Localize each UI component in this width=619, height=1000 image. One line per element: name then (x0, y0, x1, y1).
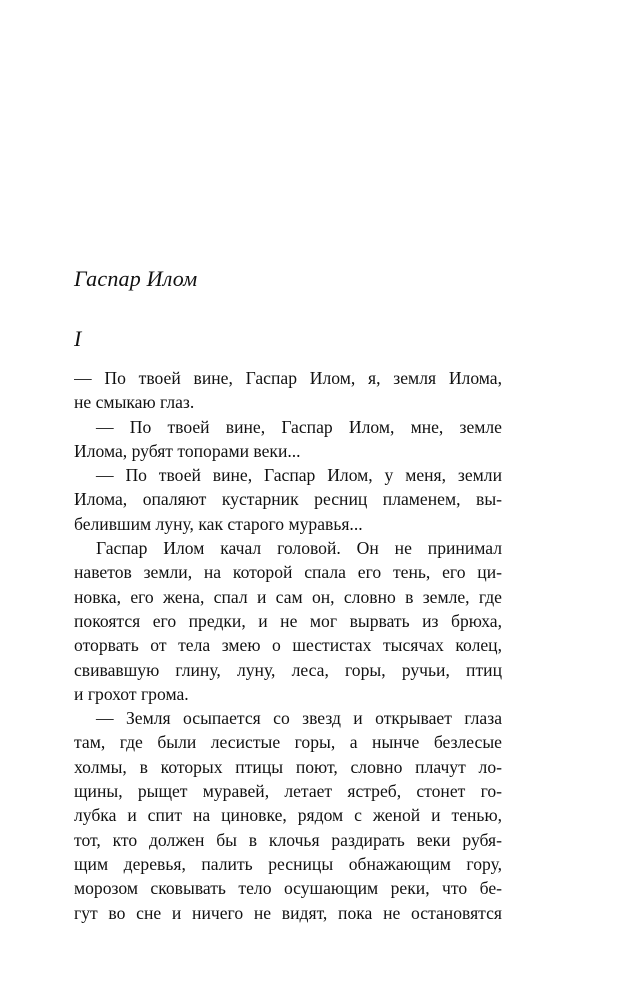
text-line: холмы, в которых птицы поют, словно плачут ло- (74, 756, 502, 777)
text-line: белившим луну, как старого муравья... (74, 513, 363, 534)
text-line: тот, кто должен бы в клочья раздирать веки рубя- (74, 829, 502, 850)
text-line: Илома, рубят топорами веки... (74, 440, 301, 461)
text-line: и грохот грома. (74, 683, 189, 704)
section-number: I (74, 326, 82, 351)
text-line: — Земля осыпается со звезд и открывает глаза (96, 708, 502, 729)
text-line: новка, его жена, спал и сам он, словно в земле, где (74, 586, 502, 607)
text-line: оторвать от тела змею о шестистах тысячах колец, (74, 635, 502, 656)
text-line: щим деревья, палить ресницы обнажающим гору, (74, 853, 502, 874)
text-line: — По твоей вине, Гаспар Илом, у меня, земли (96, 465, 502, 486)
text-line: гут во сне и ничего не видят, пока не остановятся (74, 902, 502, 923)
chapter-title: Гаспар Илом (74, 266, 198, 291)
text-line: морозом сковывать тело осушающим реки, что бе- (74, 878, 502, 899)
text-line: лубка и спит на циновке, рядом с женой и тенью, (74, 805, 502, 826)
text-line: — По твоей вине, Гаспар Илом, мне, земле (96, 416, 502, 437)
text-line: не смыкаю глаз. (74, 392, 195, 413)
text-line: свивавшую глину, луну, леса, горы, ручьи, птиц (74, 659, 502, 680)
text-line: — По твоей вине, Гаспар Илом, я, земля Илома, (74, 368, 502, 388)
text-line: наветов земли, на которой спала его тень, его ци- (74, 562, 502, 583)
text-line: щины, рыщет муравей, летает ястреб, стонет го- (74, 781, 502, 802)
body-text (74, 366, 502, 925)
text-line: покоятся его предки, и не мог вырвать из брюха, (74, 610, 502, 631)
text-line: там, где были лесистые горы, а нынче безлесые (74, 732, 502, 753)
text-line: Илома, опаляют кустарник ресниц пламенем, вы- (74, 489, 502, 510)
text-line: Гаспар Илом качал головой. Он не принимал (96, 538, 502, 559)
